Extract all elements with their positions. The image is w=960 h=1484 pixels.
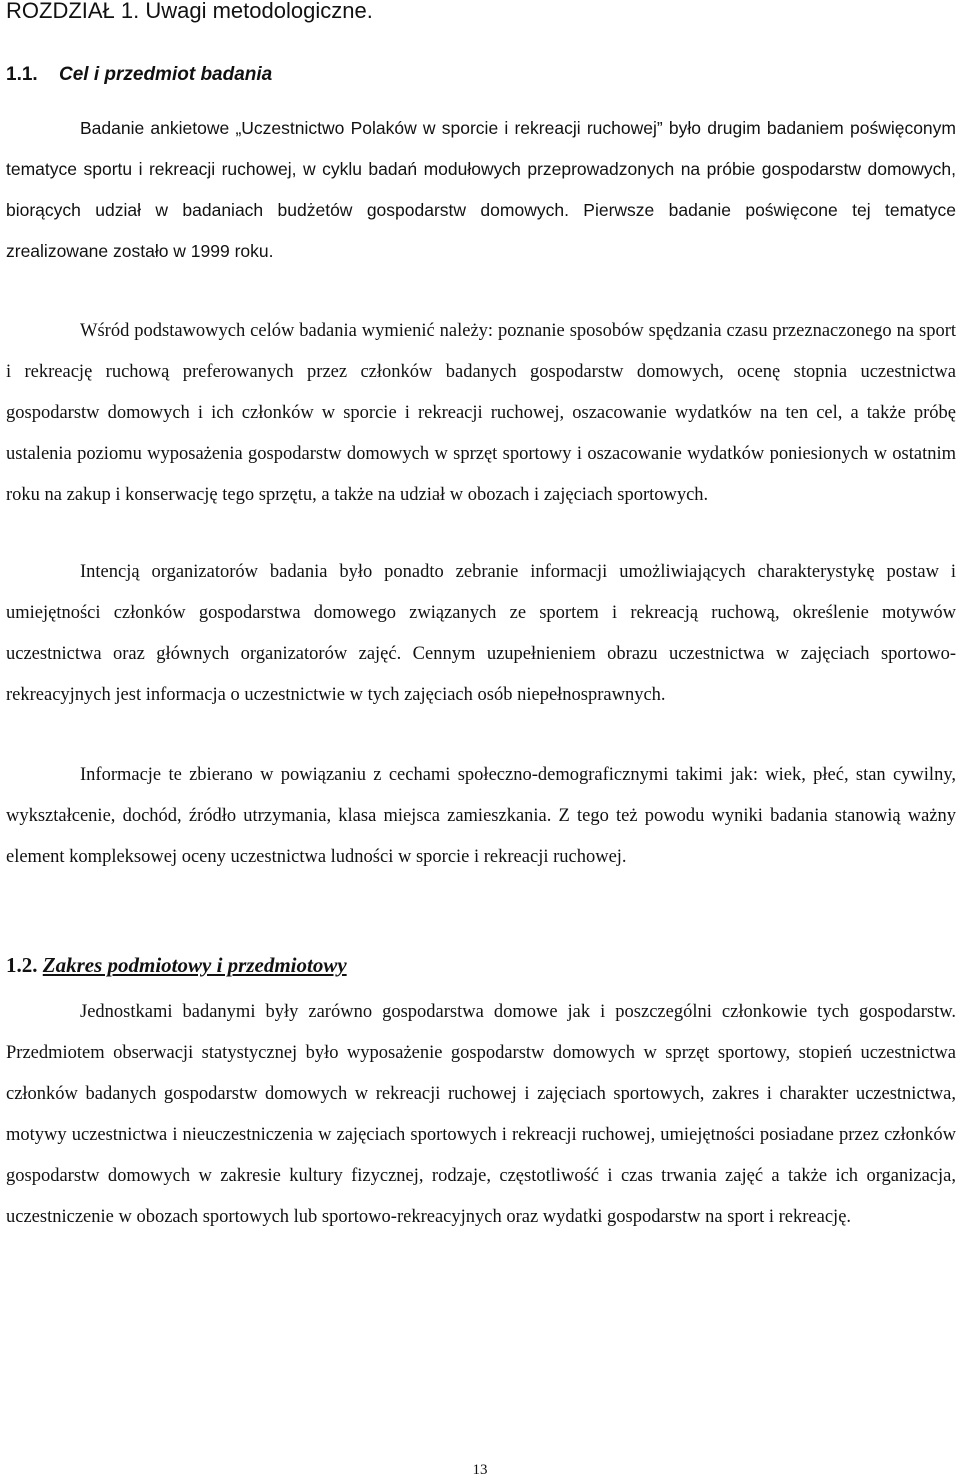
paragraph-block [6, 552, 956, 716]
paragraph: Wśród podstawowych celów badania wymienić należy: poznanie sposobów spędzania czasu przeznaczonego na sport i rekreację ruchową preferowanych przez członków badanych gospodarstw domowych, ocenę stopnia uczestnictwa gospodarstw domowych i ich członków w sporcie i rekreacji ruchowej, oszacowanie wydatków na ten cel, a także próbę ustalenia poziomu wyposażenia gospodarstw domowych w sprzęt sportowy i oszacowanie wydatków poniesionych w ostatnim roku na zakup i konserwację tego sprzętu, a także na udział w obozach i zajęciach sportowych. [6, 321, 956, 505]
paragraph-block [6, 311, 956, 516]
paragraph: Jednostkami badanymi były zarówno gospodarstwa domowe jak i poszczególni członkowie tych gospodarstw. Przedmiotem obserwacji statystycznej było wyposażenie gospodarstw domowych w sprzęt sportowy, stopień uczestnictwa członków badanych gospodarstw domowych w rekreacji ruchowej i zajęciach sportowych, zakres i charakter uczestnictwa, motywy uczestnictwa i nieuczestniczenia w zajęciach sportowych i rekreacji ruchowej, umiejętności posiadane przez członków gospodarstw domowych w zakresie kultury fizycznej, rodzaje, częstotliwość i czas trwania zajęć a także ich organizacja, uczestniczenie w obozach sportowych lub sportowo-rekreacyjnych oraz wydatki gospodarstw na sport i rekreację. [6, 1002, 956, 1227]
section-title: Cel i przedmiot badania [58, 64, 273, 85]
paragraph: Informacje te zbierano w powiązaniu z cechami społeczno-demograficznymi takimi jak: wiek, płeć, stan cywilny, wykształcenie, dochód, źródło utrzymania, klasa miejsca zamieszkania. Z tego też powodu wyniki badania stanowią ważny element kompleksowej oceny uczestnictwa ludności w sporcie i rekreacji ruchowej. [6, 765, 956, 867]
section-title: Zakres podmiotowy i przedmiotowy [42, 953, 347, 977]
section-heading-1-2 [6, 949, 347, 981]
page-number: 13 [472, 1462, 488, 1478]
section-number: 1.1. [6, 64, 38, 85]
paragraph-block [6, 755, 956, 878]
paragraph-block [6, 992, 956, 1238]
section-heading-1-1 [6, 62, 272, 88]
chapter-title: ROZDZIAŁ 1. Uwagi metodologiczne. [6, 0, 373, 23]
section-number: 1.2. [6, 953, 38, 977]
document-page [6, 0, 956, 1227]
paragraph: Intencją organizatorów badania było ponadto zebranie informacji umożliwiających charakterystykę postaw i umiejętności członków gospodarstwa domowego związanych ze sportem i rekreacją ruchową, określenie motywów uczestnictwa oraz głównych organizatorów zajęć. Cennym uzupełnieniem obrazu uczestnictwa w zajęciach sportowo-rekreacyjnych jest informacja o uczestnictwie w tych zajęciach osób niepełnosprawnych. [6, 562, 956, 705]
paragraph: Badanie ankietowe „Uczestnictwo Polaków w sporcie i rekreacji ruchowej” było drugim badaniem poświęconym tematyce sportu i rekreacji ruchowej, w cyklu badań modułowych przeprowadzonych na próbie gospodarstw domowych, biorących udział w badaniach budżetów gospodarstw domowych. Pierwsze badanie poświęcone tej tematyce zrealizowane zostało w 1999 roku. [6, 118, 956, 261]
paragraph-block [6, 108, 956, 272]
